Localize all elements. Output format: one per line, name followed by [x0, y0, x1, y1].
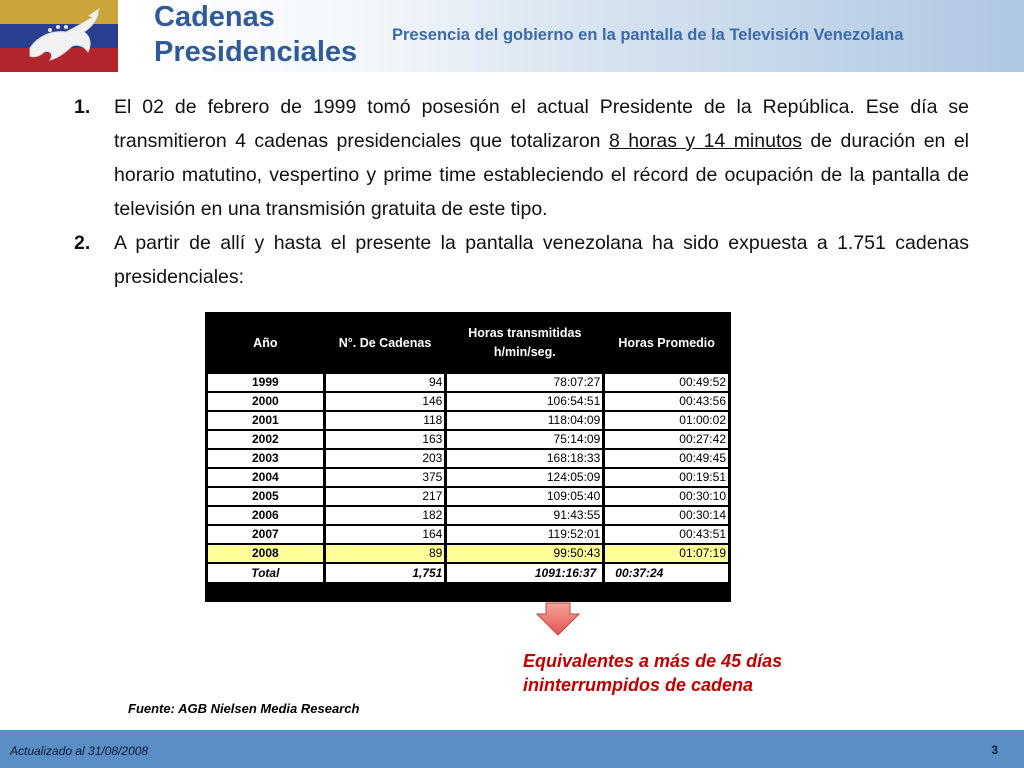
list-item-2: [74, 226, 969, 294]
cell-year: 2000: [208, 393, 323, 410]
cell-average: 01:00:02: [605, 412, 728, 429]
table-row: [208, 526, 728, 543]
title-line-1: Cadenas: [154, 1, 275, 33]
cell-average: 00:49:52: [605, 374, 728, 391]
cell-average: 00:19:51: [605, 469, 728, 486]
list-number-2: 2.: [74, 232, 91, 254]
item1-duration-underlined: 8 horas y 14 minutos: [608, 130, 802, 152]
cell-hours: 78:07:27: [447, 374, 602, 391]
cell-hours: 119:52:01: [447, 526, 602, 543]
footer-band: [0, 730, 1024, 768]
cell-count: 146: [326, 393, 445, 410]
table-row: [208, 507, 728, 524]
equivalence-line-1: Equivalentes a más de 45 días: [523, 651, 783, 671]
cell-count: 89: [326, 545, 445, 562]
down-arrow-icon: [536, 602, 580, 636]
cell-count: 163: [326, 431, 445, 448]
table-row-highlighted: [208, 545, 728, 562]
total-count: 1,751: [326, 564, 445, 582]
cell-average: 00:43:56: [605, 393, 728, 410]
cell-year: 2001: [208, 412, 323, 429]
table-row: [208, 393, 728, 410]
cell-average: 00:43:51: [605, 526, 728, 543]
cell-average: 01:07:19: [605, 545, 728, 562]
cell-average: 00:30:10: [605, 488, 728, 505]
header-year: Año: [253, 335, 278, 350]
total-average: 00:37:24: [605, 564, 728, 582]
cell-hours: 106:54:51: [447, 393, 602, 410]
page-number: 3: [991, 743, 998, 757]
cell-average: 00:30:14: [605, 507, 728, 524]
equivalence-line-2: ininterrumpidos de cadena: [523, 675, 754, 695]
title-line-2: Presidenciales: [154, 36, 358, 68]
cell-year: 2005: [208, 488, 323, 505]
cadenas-table: [205, 312, 731, 602]
cell-average: 00:49:45: [605, 450, 728, 467]
equivalence-note: [523, 649, 782, 697]
header-hours: Horas transmitidas h/min/seg.: [468, 326, 582, 359]
total-label: Total: [208, 564, 323, 582]
cell-year: 1999: [208, 374, 323, 391]
body-text: [74, 90, 969, 294]
table-row: [208, 374, 728, 391]
cell-count: 118: [326, 412, 445, 429]
table-row: [208, 488, 728, 505]
table-row: [208, 412, 728, 429]
total-hours: 1091:16:37: [447, 564, 602, 582]
cell-count: 375: [326, 469, 445, 486]
updated-date: Actualizado al 31/08/2008: [10, 744, 149, 758]
cell-year: 2003: [208, 450, 323, 467]
header-average: Horas Promedio: [618, 335, 715, 350]
cell-year: 2007: [208, 526, 323, 543]
cell-hours: 99:50:43: [447, 545, 602, 562]
item2-text: A partir de allí y hasta el presente la pantalla venezolana ha sido expuesta a 1.751 cadenas presidenciales:: [114, 232, 969, 288]
cell-year: 2004: [208, 469, 323, 486]
source-note: Fuente: AGB Nielsen Media Research: [128, 701, 360, 716]
item1-text-after: de duración en el horario matutino, vespertino y prime time estableciendo el récord de ocupación de la pantalla de televisión en una transmisión gratuita de este tipo.: [114, 130, 969, 220]
list-number-1: 1.: [74, 96, 91, 118]
table-row: [208, 431, 728, 448]
cell-count: 164: [326, 526, 445, 543]
cell-hours: 75:14:09: [447, 431, 602, 448]
cell-average: 00:27:42: [605, 431, 728, 448]
cell-hours: 118:04:09: [447, 412, 602, 429]
cell-count: 203: [326, 450, 445, 467]
cell-count: 217: [326, 488, 445, 505]
cell-hours: 109:05:40: [447, 488, 602, 505]
table-total-row: [208, 564, 728, 582]
table-row: [208, 469, 728, 486]
list-item-1: [74, 90, 969, 226]
cell-year: 2006: [208, 507, 323, 524]
cell-year: 2002: [208, 431, 323, 448]
page-subtitle: Presencia del gobierno en la pantalla de la Televisión Venezolana: [392, 26, 904, 44]
white-horse-logo-icon: [0, 0, 118, 72]
item1-text-before: El 02 de febrero de 1999 tomó posesión el actual Presidente de la República. Ese día se transmitieron 4 cadenas presidenciales que totalizaron: [114, 96, 969, 152]
cell-count: 182: [326, 507, 445, 524]
page-title: [154, 0, 357, 70]
cell-count: 94: [326, 374, 445, 391]
table-header-row: [208, 314, 728, 372]
header-count: N°. De Cadenas: [338, 335, 432, 350]
cell-year: 2008: [208, 545, 323, 562]
cell-hours: 168:18:33: [447, 450, 602, 467]
cell-hours: 91:43:55: [447, 507, 602, 524]
table-row: [208, 450, 728, 467]
cell-hours: 124:05:09: [447, 469, 602, 486]
